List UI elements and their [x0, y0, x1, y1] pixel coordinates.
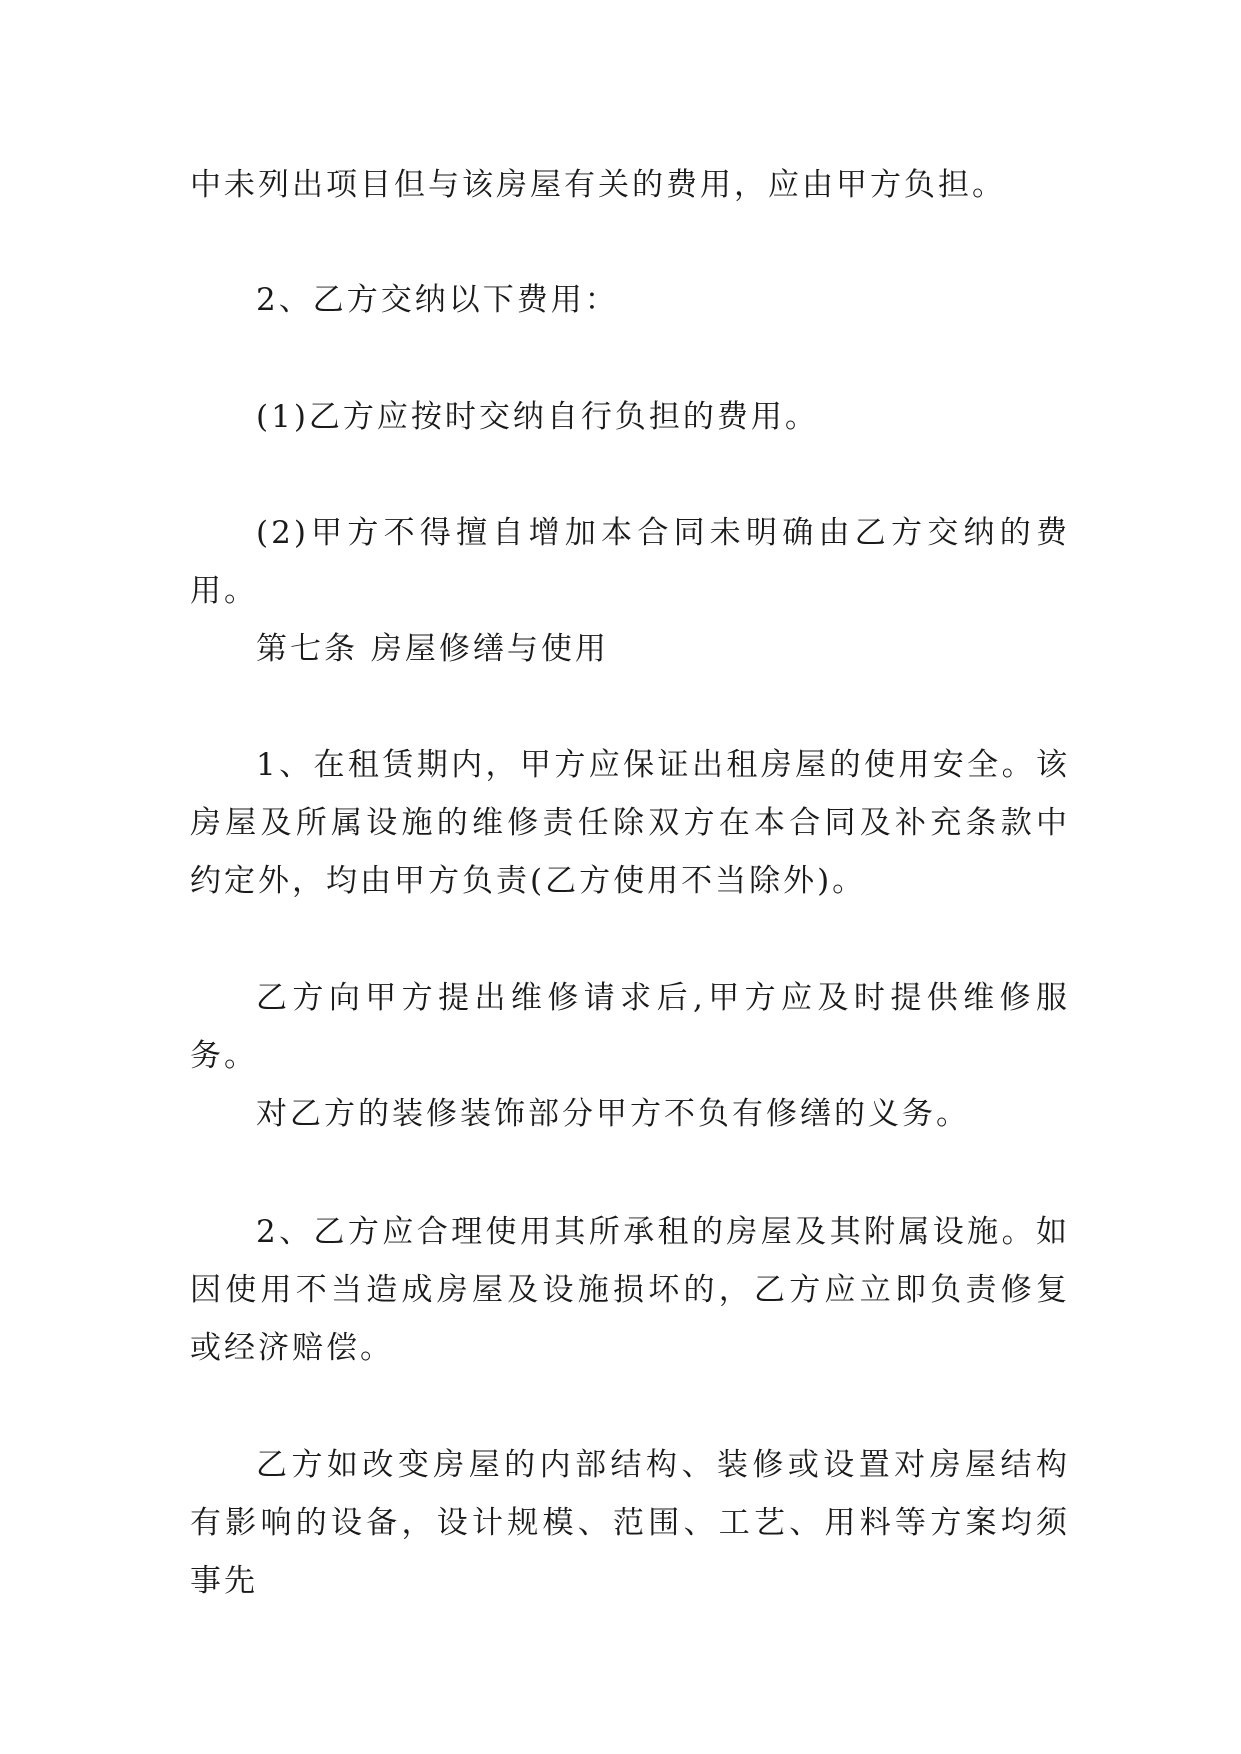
paragraph-repair-request: 乙方向甲方提出维修请求后,甲方应及时提供维修服务。 — [190, 980, 1070, 1074]
paragraph-tenant-proper-use: 2、乙方应合理使用其所承租的房屋及其附属设施。如因使用不当造成房屋及设施损坏的，乙方应立即负责修复或经济赔偿。 — [190, 1214, 1070, 1366]
paragraph-structural-changes: 乙方如改变房屋的内部结构、装修或设置对房屋结构有影响的设备，设计规模、范围、工艺、用料等方案均须事先 — [190, 1447, 1070, 1599]
paragraph-landlord-repair-duty: 1、在租赁期内，甲方应保证出租房屋的使用安全。该房屋及所属设施的维修责任除双方在本合同及补充条款中约定外，均由甲方负责(乙方使用不当除外)。 — [190, 747, 1070, 899]
paragraph-tenant-fee-item-2: (2)甲方不得擅自增加本合同未明确由乙方交纳的费用。 — [190, 515, 1070, 609]
paragraph-tenant-fee-item-1: (1)乙方应按时交纳自行负担的费用。 — [256, 399, 819, 435]
paragraph-decoration-exclusion: 对乙方的装修装饰部分甲方不负有修缮的义务。 — [256, 1096, 970, 1132]
paragraph-tenant-fees-heading: 2、乙方交纳以下费用： — [256, 282, 619, 318]
section-heading-article-7: 第七条 房屋修缮与使用 — [256, 631, 609, 667]
paragraph-continued-expenses: 中未列出项目但与该房屋有关的费用，应由甲方负担。 — [190, 167, 1006, 203]
